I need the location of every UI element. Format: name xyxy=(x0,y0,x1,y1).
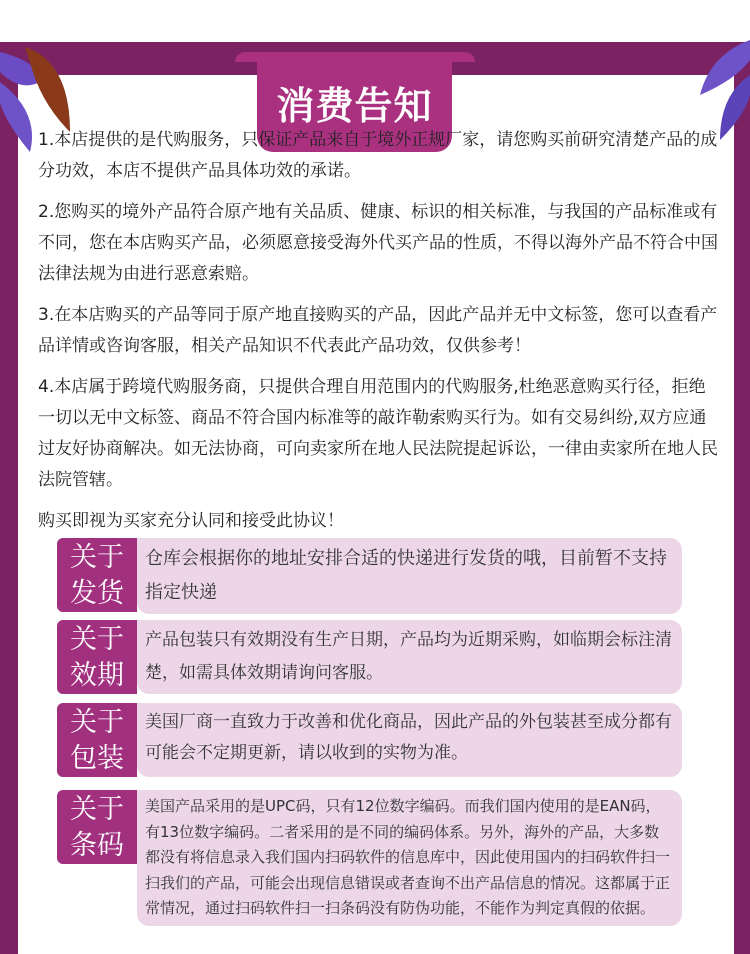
term-paragraph: 1.本店提供的是代购服务，只保证产品来自于境外正规厂家，请您购买前研究清楚产品的成分功效，本店不提供产品具体功效的承诺。 xyxy=(38,130,718,181)
term-paragraph: 4.本店属于跨境代购服务商，只提供合理自用范围内的代购服务,杜绝恶意购买行径，拒绝一切以无中文标签、商品不符合国内标准等的敲诈勒索购买行为。如有交易纠纷,双方应通过友好协商解决。如无法协商，可向卖家所在地人民法院提起诉讼，一律由卖家所在地人民法院管辖。 xyxy=(38,377,718,490)
notice-label: 关于 发货 xyxy=(57,538,137,612)
page-title: 消费告知 xyxy=(257,52,452,152)
notice-barcode xyxy=(57,790,682,926)
notice-packaging xyxy=(57,703,682,777)
notice-text: 美国厂商一直致力于改善和优化商品，因此产品的外包装甚至成分都有可能会不定期更新，请以收到的实物为准。 xyxy=(137,703,682,777)
notice-expiry xyxy=(57,620,682,694)
notice-text: 美国产品采用的是UPC码，只有12位数字编码。而我们国内使用的是EAN码，有13位数字编码。二者采用的是不同的编码体系。另外，海外的产品，大多数都没有将信息录入我们国内扫码软件的信息库中，因此使用国内的扫码软件扫一扫我们的产品，可能会出现信息错误或者查询不出产品信息的情况。这都属于正常情况，通过扫码软件扫一扫条码没有防伪功能，不能作为判定真假的依据。 xyxy=(137,790,682,926)
term-paragraph: 3.在本店购买的产品等同于原产地直接购买的产品，因此产品并无中文标签，您可以查看产品详情或咨询客服，相关产品知识不代表此产品功效，仅供参考！ xyxy=(38,305,718,356)
notice-text: 产品包装只有效期没有生产日期，产品均为近期采购，如临期会标注清楚，如需具体效期请询问客服。 xyxy=(137,620,682,694)
agreement-statement: 购买即视为买家充分认同和接受此协议！ xyxy=(38,511,344,531)
notice-label: 关于 包装 xyxy=(57,703,137,777)
notice-label: 关于 条码 xyxy=(57,790,137,864)
terms-text xyxy=(38,125,718,547)
notice-text: 仓库会根据你的地址安排合适的快递进行发货的哦，目前暂不支持指定快递 xyxy=(137,538,682,614)
notice-label: 关于 效期 xyxy=(57,620,137,694)
notice-shipping xyxy=(57,538,682,614)
term-paragraph: 2.您购买的境外产品符合原产地有关品质、健康、标识的相关标准，与我国的产品标准或有不同，您在本店购买产品，必须愿意接受海外代买产品的性质，不得以海外产品不符合中国法律法规为由进行恶意索赔。 xyxy=(38,202,718,284)
